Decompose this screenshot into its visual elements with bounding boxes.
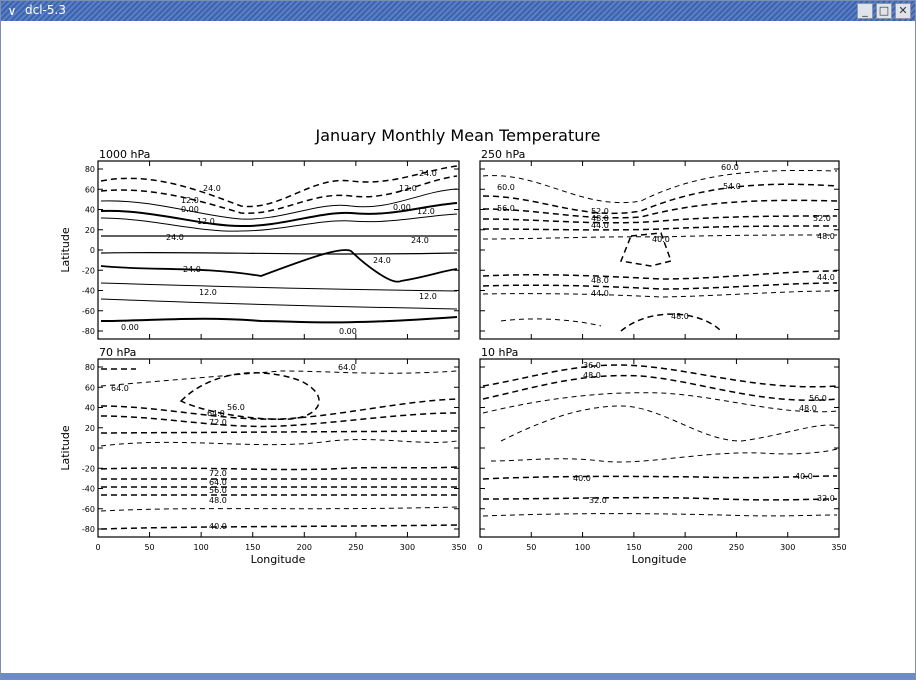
x-tick-label: 0	[95, 543, 101, 552]
y-tick-label: -80	[81, 525, 95, 534]
y-tick-label: 20	[84, 225, 95, 235]
contour-label: 12.0	[419, 292, 437, 301]
x-tick-label: 50	[144, 543, 155, 552]
contour-label: 64.0	[209, 478, 227, 487]
x-tick-label: 150	[626, 543, 642, 552]
window-bottom-border	[1, 673, 915, 679]
contour-label: 24.0	[411, 236, 429, 245]
contour-figure	[1, 21, 915, 673]
y-tick-label: 60	[84, 383, 95, 393]
contour-label: 72.0	[209, 418, 227, 427]
contour-label: 32.0	[817, 494, 835, 503]
x-tick-label: 300	[399, 543, 416, 552]
contour-label: 48.0	[671, 312, 689, 321]
plot-canvas	[1, 21, 915, 673]
x-tick-label: 50	[526, 543, 537, 552]
x-tick-label: 200	[677, 543, 693, 552]
contour-label: 24.0	[373, 256, 391, 265]
y-axis-label-bottom: Latitude	[59, 425, 72, 471]
contour-label: 54.0	[723, 182, 741, 191]
panel-frame	[98, 359, 459, 537]
y-tick-label: -60	[81, 504, 95, 514]
contour-label: 56.0	[209, 486, 227, 495]
contour-label: 52.0	[813, 214, 831, 223]
window-title: dcl-5.3	[25, 3, 66, 17]
y-tick-label: 20	[84, 423, 95, 433]
contour-label: 12.0	[399, 184, 417, 193]
contour-label: 52.0	[591, 207, 609, 216]
contour-label: 0.00	[121, 323, 139, 332]
y-tick-label: 80	[84, 363, 95, 372]
x-tick-label: 200	[296, 543, 312, 552]
contour-label: 40.0	[795, 472, 813, 481]
contour-label: 60.0	[497, 183, 515, 192]
contour-label: 56.0	[227, 403, 245, 412]
panel-10hpa	[480, 346, 839, 537]
contour-label: 40.0	[652, 235, 670, 244]
contour-label: 24.0	[183, 265, 201, 274]
y-tick-label: -60	[81, 306, 95, 316]
contour-label: 40.0	[209, 522, 227, 531]
x-tick-label: 100	[574, 543, 591, 552]
contour-label: 12.0	[197, 217, 215, 226]
x-tick-label: 150	[245, 543, 261, 552]
y-tick-label: -20	[81, 266, 95, 276]
contour-lines	[483, 365, 837, 516]
x-axis-label-left: Longitude	[250, 553, 306, 566]
panel-250hpa	[480, 148, 839, 339]
contour-label: 0.00	[181, 205, 199, 214]
panel-label: 70 hPa	[99, 346, 137, 359]
panel-70hpa	[98, 346, 459, 537]
x-tick-label: 350	[831, 543, 847, 552]
y-tick-label: -20	[81, 464, 95, 474]
y-tick-label: 60	[84, 185, 95, 195]
x-tick-label: 350	[451, 543, 467, 552]
contour-label: 36.0	[583, 361, 601, 370]
figure-title: January Monthly Mean Temperature	[315, 126, 601, 145]
title-bar[interactable]	[1, 1, 915, 21]
contour-labels	[111, 363, 356, 531]
y-tick-label: 80	[84, 165, 95, 174]
contour-label: 56.0	[497, 204, 515, 213]
window-menu-chevron-icon[interactable]: ∨	[7, 4, 17, 18]
contour-lines	[483, 170, 837, 331]
y-tick-label: 0	[89, 444, 95, 453]
y-axis-label-top: Latitude	[59, 227, 72, 273]
y-tick-label: 40	[84, 205, 95, 215]
contour-label: 72.0	[209, 469, 227, 478]
y-tick-label: -40	[81, 286, 95, 296]
panel-1000hpa	[98, 148, 459, 339]
contour-label: 60.0	[721, 163, 739, 172]
contour-label: 64.0	[111, 384, 129, 393]
contour-label: 32.0	[589, 496, 607, 505]
contour-label: 24.0	[166, 233, 184, 242]
x-tick-label: 250	[728, 543, 745, 552]
contour-labels	[573, 361, 835, 505]
panel-label: 250 hPa	[481, 148, 526, 161]
y-tick-label: 0	[89, 246, 95, 255]
close-button[interactable]: ✕	[895, 3, 911, 19]
contour-label: 12.0	[417, 207, 435, 216]
contour-label: 48.0	[799, 404, 817, 413]
contour-label: 44.0	[591, 289, 609, 298]
panel-label: 10 hPa	[481, 346, 519, 359]
x-tick-label: 0	[477, 543, 483, 552]
contour-label: 24.0	[203, 184, 221, 193]
contour-label: 12.0	[199, 288, 217, 297]
contour-label: 44.0	[591, 221, 609, 230]
x-axis-label-right: Longitude	[631, 553, 687, 566]
panel-label: 1000 hPa	[99, 148, 151, 161]
contour-label: 48.0	[583, 371, 601, 380]
contour-label: 48.0	[591, 276, 609, 285]
contour-label: 64.0	[207, 409, 225, 418]
contour-lines	[101, 369, 457, 529]
y-tick-label: -40	[81, 484, 95, 494]
minimize-button[interactable]: _	[857, 3, 873, 19]
contour-label: 56.0	[809, 394, 827, 403]
x-tick-label: 300	[780, 543, 796, 552]
contour-label: 44.0	[817, 273, 835, 282]
y-tick-label: 40	[84, 403, 95, 413]
x-tick-label: 100	[193, 543, 209, 552]
panel-frame	[480, 161, 839, 339]
maximize-button[interactable]: □	[876, 3, 892, 19]
contour-label: 48.0	[817, 232, 835, 241]
contour-label: 0.00	[393, 203, 411, 212]
y-tick-label: -80	[81, 327, 95, 336]
contour-label: 12.0	[181, 196, 199, 205]
contour-label: 48.0	[591, 214, 609, 223]
contour-label: 48.0	[209, 496, 227, 505]
contour-label: 24.0	[419, 169, 437, 178]
contour-label: 0.00	[339, 327, 357, 336]
contour-label: 64.0	[338, 363, 356, 372]
contour-label: 40.0	[573, 474, 591, 483]
x-tick-label: 250	[348, 543, 364, 552]
